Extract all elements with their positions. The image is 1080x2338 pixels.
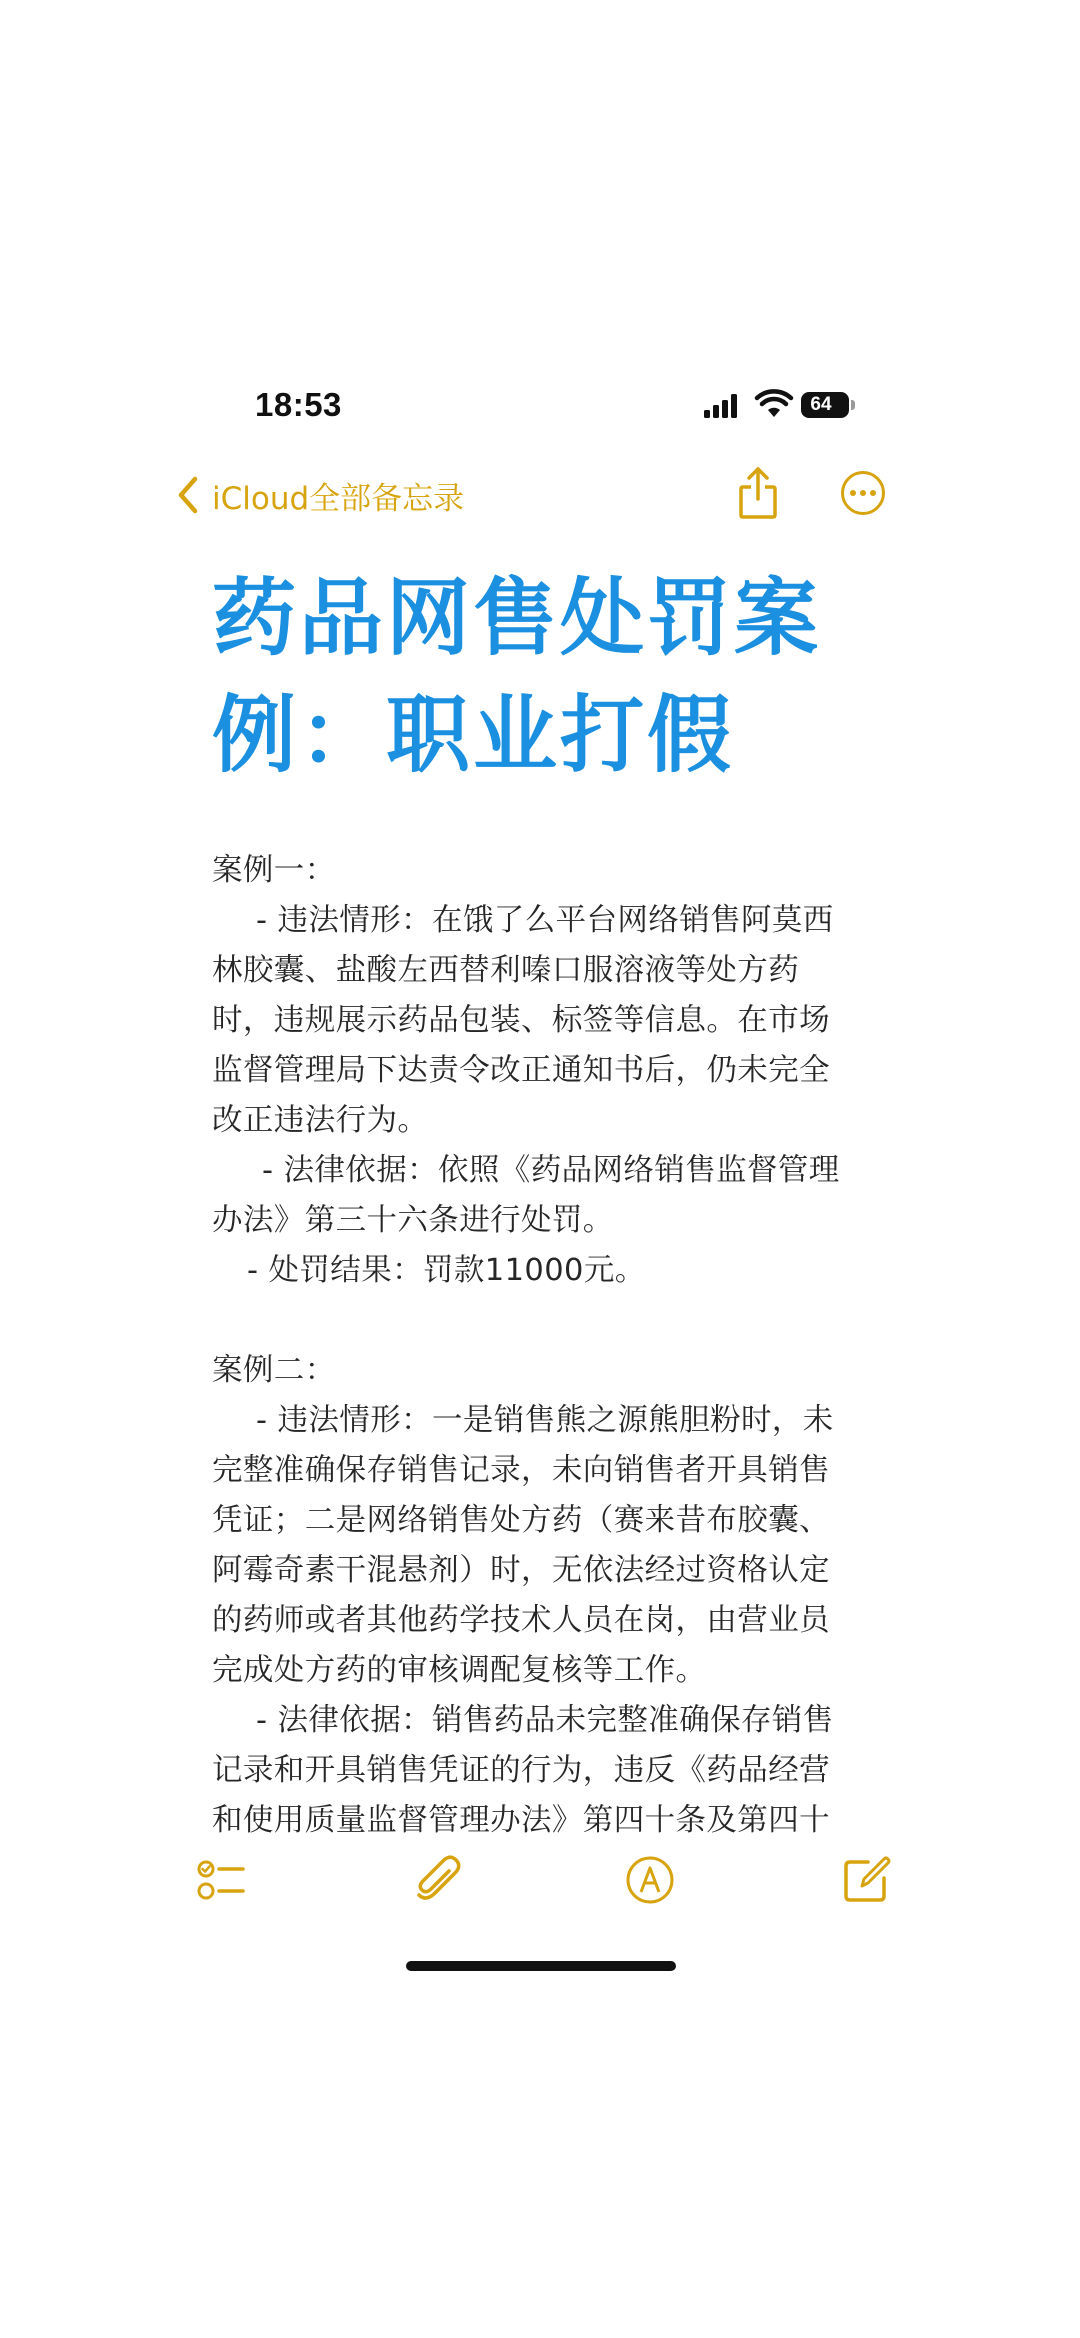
status-bar [0,380,1080,440]
note-line: - 法律依据：依照《药品网络销售监督管理 [262,1153,840,1188]
chevron-left-icon [176,475,200,515]
signal-icon [704,394,740,418]
note-line-empty [212,1296,878,1346]
note-line: - 处罚结果：罚款11000元。 [247,1253,646,1288]
home-indicator[interactable] [406,1961,676,1971]
checklist-icon[interactable] [196,1854,248,1906]
note-line: 案例二： [212,1353,336,1388]
note-line: 完整准确保存销售记录，未向销售者开具销售 [212,1453,830,1488]
nav-bar [0,465,1080,525]
share-icon[interactable] [736,465,780,521]
note-line: 时，违规展示药品包装、标签等信息。在市场 [212,1003,830,1038]
note-line: 办法》第三十六条进行处罚。 [212,1203,614,1238]
note-line: - 法律依据：销售药品未完整准确保存销售 [256,1703,834,1738]
note-line: 林胶囊、盐酸左西替利嗪口服溶液等处方药 [212,953,800,988]
note-line: - 违法情形：在饿了么平台网络销售阿莫西 [256,903,834,938]
more-icon[interactable] [840,470,886,516]
wifi-icon [756,391,792,419]
note-title[interactable]: 药品网售处罚案例：职业打假 [212,569,822,784]
note-line: 阿霉奇素干混悬剂）时，无依法经过资格认定 [212,1553,830,1588]
compose-icon[interactable] [840,1854,892,1906]
status-time: 18:53 [255,386,342,423]
note-line: 改正违法行为。 [212,1103,429,1138]
note-line: 案例一： [212,853,336,888]
note-line: 完成处方药的审核调配复核等工作。 [212,1653,707,1688]
note-line: - 违法情形：一是销售熊之源熊胆粉时，未 [256,1403,834,1438]
back-button[interactable] [176,471,464,519]
back-label: iCloud全部备忘录 [212,480,465,517]
note-line: 监督管理局下达责令改正通知书后，仍未完全 [212,1053,830,1088]
markup-pen-icon[interactable] [624,1854,676,1906]
battery-cap [851,400,855,410]
note-line: 凭证；二是网络销售处方药（赛来昔布胶囊、 [212,1503,830,1538]
note-line: 和使用质量监督管理办法》第四十条及第四十 [212,1803,830,1838]
battery-level: 64 [810,394,832,415]
battery-icon [801,392,857,420]
note-body[interactable] [212,846,878,1838]
note-line: 记录和开具销售凭证的行为，违反《药品经营 [212,1753,830,1788]
paperclip-icon[interactable] [412,1854,464,1906]
bottom-toolbar [0,1840,1080,1920]
note-line: 的药师或者其他药学技术人员在岗，由营业员 [212,1603,830,1638]
